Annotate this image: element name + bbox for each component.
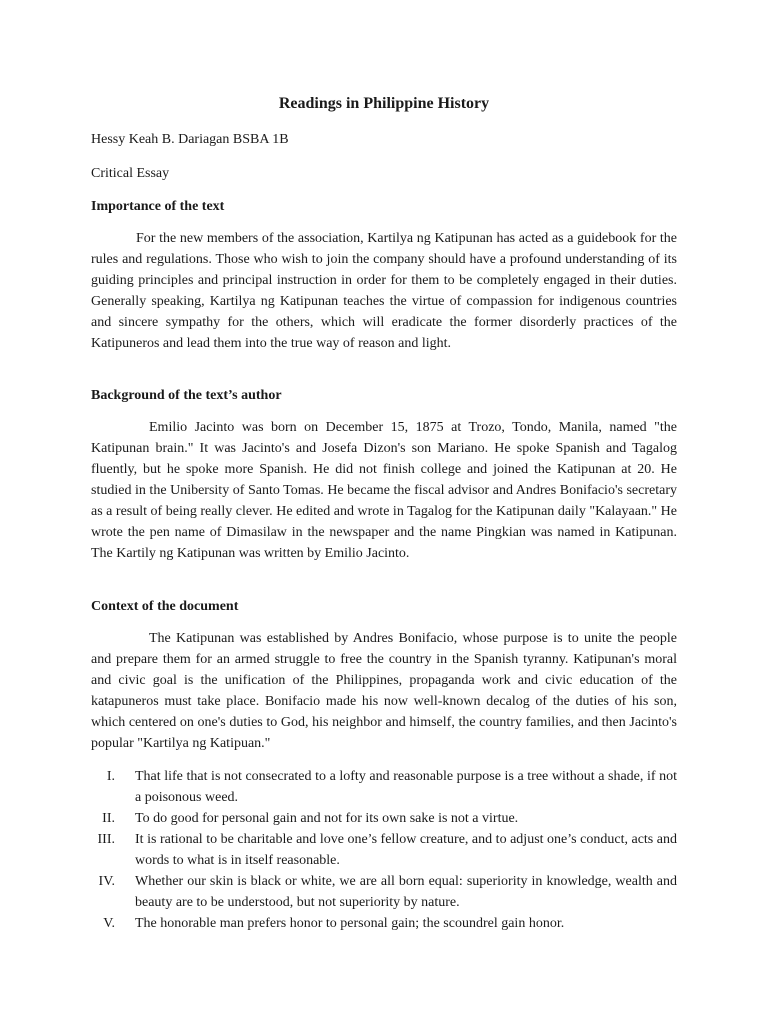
list-item xyxy=(91,913,677,934)
list-item-number: I. xyxy=(106,769,115,784)
list-item-text: That life that is not consecrated to a lofty and reasonable purpose is a tree without a shade, if not a poisonous weed. xyxy=(135,769,677,805)
list-item-text: To do good for personal gain and not for its own sake is not a virtue. xyxy=(135,811,519,826)
list-item xyxy=(91,766,677,808)
section-heading-context: Context of the document xyxy=(91,599,239,614)
list-item-number: V. xyxy=(103,916,115,931)
list-item-text: The honorable man prefers honor to personal gain; the scoundrel gain honor. xyxy=(135,916,565,931)
document-type: Critical Essay xyxy=(91,166,170,181)
list-item-number: III. xyxy=(97,832,115,847)
section-heading-background: Background of the text’s author xyxy=(91,388,282,403)
list-item-number: II. xyxy=(102,811,115,826)
paragraph-context: The Katipunan was established by Andres Bonifacio, whose purpose is to unite the people and prepare them for an armed struggle to free the country in the Spanish tyranny. Katipunan's moral and civic goal is the unification of the Philippines, propaganda work and civic education of the katapuneros must take place. Bonifacio made his now well-known decalog of the duties of his son, which centered on one's duties to God, his neighbor and himself, the country families, and then Jacinto's popular "Kartilya ng Katipuan." xyxy=(91,631,677,751)
list-item xyxy=(91,829,677,871)
list-item xyxy=(91,808,677,829)
paragraph-importance: For the new members of the association, Kartilya ng Katipunan has acted as a guidebook for the rules and regulations. Those who wish to join the company should have a profound understanding of its guiding principles and principal instruction in order for them to be completely engaged in their duties. Generally speaking, Kartilya ng Katipunan teaches the virtue of compassion for indigenous countries and sincere sympathy for the others, which will eradicate the former disorderly practices of the Katipuneros and lead them into the true way of reason and light. xyxy=(91,231,677,351)
document-title: Readings in Philippine History xyxy=(278,95,490,112)
list-item-text: Whether our skin is black or white, we are all born equal: superiority in knowledge, wealth and beauty are to be understood, but not superiority by nature. xyxy=(135,874,677,910)
list-item xyxy=(91,871,677,913)
list-item-text: It is rational to be charitable and love one’s fellow creature, and to adjust one’s conduct, acts and words to what is in itself reasonable. xyxy=(135,832,677,868)
paragraph-background: Emilio Jacinto was born on December 15, 1875 at Trozo, Tondo, Manila, named "the Katipunan brain." It was Jacinto's and Josefa Dizon's son Mariano. He spoke Spanish and Tagalog fluently, but he spoke more Spanish. He did not finish college and joined the Katipunan at 20. He studied in the Unibersity of Santo Tomas. He became the fiscal advisor and Andres Bonifacio's secretary as a result of being really clever. He edited and wrote in Tagalog for the Katipunan daily "Kalayaan." He wrote the pen name of Dimasilaw in the newspaper and the name Pingkian was named in Katipunan. The Kartily ng Katipunan was written by Emilio Jacinto. xyxy=(91,420,677,561)
kartilya-list xyxy=(91,766,677,934)
list-item-number: IV. xyxy=(98,874,115,889)
section-heading-importance: Importance of the text xyxy=(91,199,225,214)
author-line: Hessy Keah B. Dariagan BSBA 1B xyxy=(91,132,289,147)
